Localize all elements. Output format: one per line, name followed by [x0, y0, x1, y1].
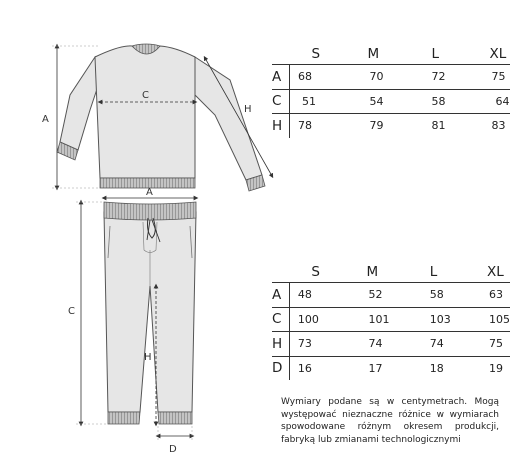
pants-dim-h-label: H — [144, 352, 152, 363]
table-row — [272, 65, 510, 90]
pants-dim-d-label: D — [169, 444, 177, 455]
sweatshirt-dim-a-label: A — [42, 114, 49, 125]
table-cell: 73 — [289, 332, 350, 357]
table-row — [272, 356, 510, 380]
size-header: XL — [475, 256, 510, 283]
size-header: L — [414, 256, 475, 283]
table-cell: 51 — [290, 89, 352, 114]
table-header-row — [272, 38, 510, 65]
table-cell: 48 — [289, 283, 350, 308]
table-cell: 58 — [416, 89, 478, 114]
table-cell: 54 — [352, 89, 416, 114]
table-row — [272, 332, 510, 357]
row-label: A — [272, 65, 290, 90]
table-row — [272, 283, 510, 308]
row-label: C — [272, 307, 289, 332]
size-header: XL — [478, 38, 511, 65]
sweatshirt-size-table — [272, 38, 510, 138]
table-cell: 81 — [431, 119, 446, 133]
table-cell: 52 — [350, 283, 413, 308]
table-cell: 79 — [369, 119, 384, 133]
table-corner — [272, 38, 290, 65]
table-cell: 17 — [368, 361, 383, 375]
table-cell: 70 — [352, 65, 416, 90]
table-cell: 64 — [478, 89, 511, 114]
table-header-row — [272, 256, 510, 283]
size-header: L — [416, 38, 478, 65]
pants-dim-c-label: C — [68, 306, 75, 317]
row-label: H — [272, 114, 290, 138]
size-header: S — [290, 38, 352, 65]
pants-size-table — [272, 256, 510, 380]
table-cell: 78 — [298, 119, 312, 133]
table-cell: 105 — [475, 307, 510, 332]
sweatshirt-dim-c-label: C — [142, 90, 149, 101]
table-cell: 100 — [289, 307, 350, 332]
table-cell: 19 — [489, 361, 503, 375]
table-cell: 75 — [475, 332, 510, 357]
table-cell: 58 — [414, 283, 475, 308]
pants-drawing — [68, 187, 196, 455]
table-cell: 74 — [414, 332, 475, 357]
table-cell: 75 — [478, 65, 511, 90]
table-cell: 63 — [475, 283, 510, 308]
row-label: H — [272, 332, 289, 357]
table-row — [272, 89, 510, 114]
size-header: M — [350, 256, 413, 283]
pants-dim-a-label: A — [146, 187, 153, 198]
table-row — [272, 307, 510, 332]
table-cell: 74 — [350, 332, 413, 357]
table-cell: 16 — [297, 361, 312, 375]
sweatshirt-dim-h-label: H — [244, 104, 252, 115]
table-cell: 101 — [350, 307, 413, 332]
row-label: C — [272, 89, 290, 114]
table-corner — [272, 256, 289, 283]
table-cell: 72 — [416, 65, 478, 90]
row-label: A — [272, 283, 289, 308]
table-cell: 18 — [429, 361, 444, 375]
measurement-note: Wymiary podane są w centymetrach. Mogą występować nieznaczne różnice w wymiarach spowodowane różnym okresem produkcji, fabryką lub zmianami technologicznymi — [281, 397, 499, 445]
table-row — [272, 114, 510, 138]
size-header: M — [352, 38, 416, 65]
size-header: S — [289, 256, 350, 283]
sweatshirt-drawing — [42, 44, 272, 191]
table-cell: 68 — [290, 65, 352, 90]
row-label: D — [272, 356, 289, 380]
table-cell: 103 — [414, 307, 475, 332]
table-cell: 83 — [491, 119, 506, 133]
